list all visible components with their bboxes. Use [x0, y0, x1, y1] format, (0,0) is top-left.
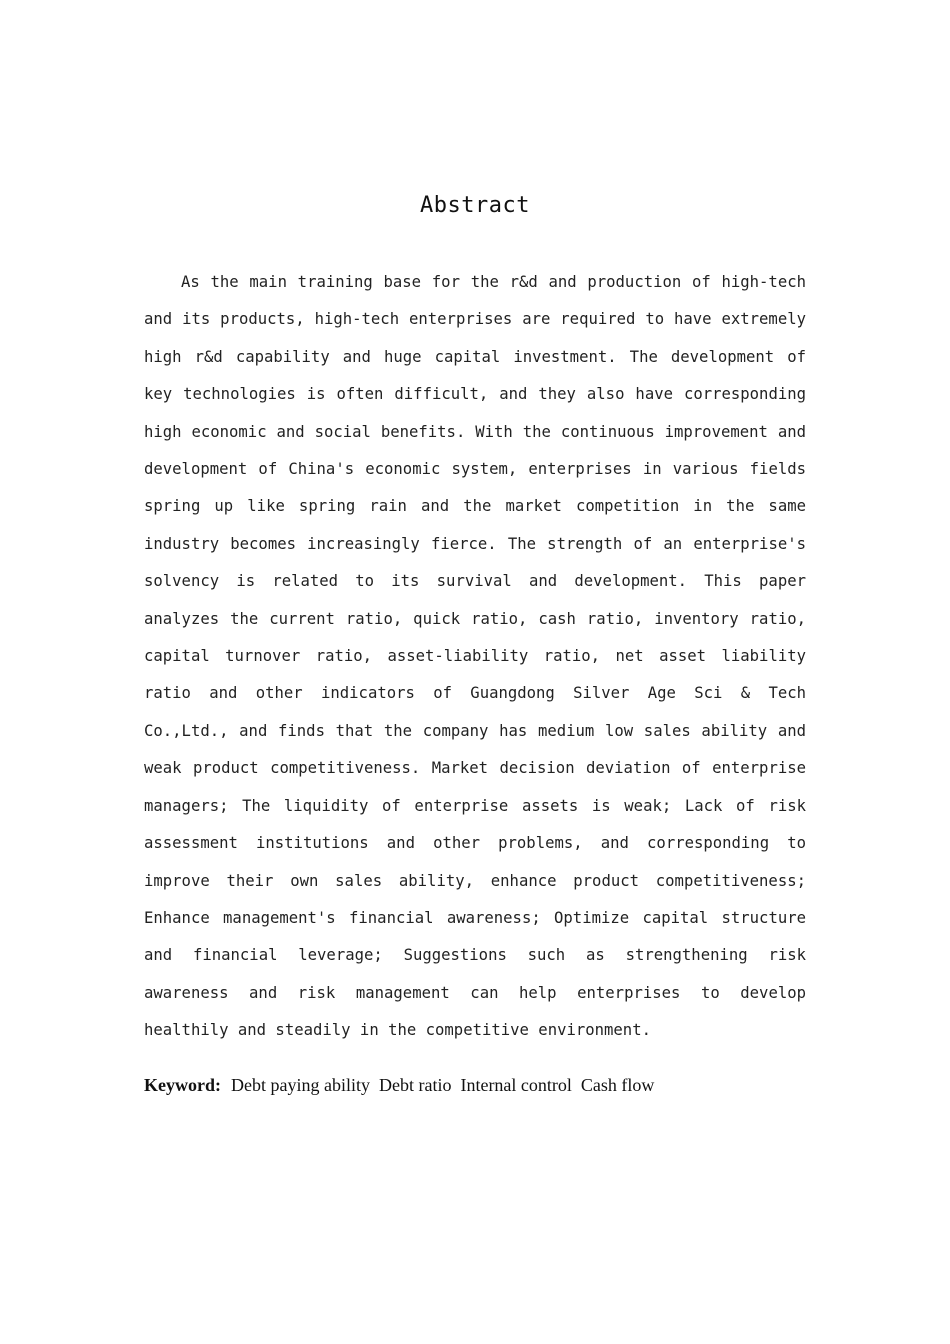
- abstract-title: Abstract: [420, 193, 530, 218]
- keywords-label: Keyword:: [144, 1075, 221, 1095]
- abstract-body: As the main training base for the r&d and production of high-tech and its products, high-tech enterprises are required to have extremely high r&d capability and huge capital investment. The development of key technologies is often difficult, and they also have corresponding high economic and social benefits. With the continuous improvement and development of China's economic system, enterprises in various fields spring up like spring rain and the market competition in the same industry becomes increasingly fierce. The strength of an enterprise's solvency is related to its survival and development. This paper analyzes the current ratio, quick ratio, cash ratio, inventory ratio, capital turnover ratio, asset-liability ratio, net asset liability ratio and other indicators of Guangdong Silver Age Sci & Tech Co.,Ltd., and finds that the company has medium low sales ability and weak product competitiveness. Market decision deviation of enterprise managers; The liquidity of enterprise assets is weak; Lack of risk assessment institutions and other problems, and corresponding to improve their own sales ability, enhance product competitiveness; Enhance management's financial awareness; Optimize capital structure and financial leverage; Suggestions such as strengthening risk awareness and risk management can help enterprises to develop healthily and steadily in the competitive environment.: [144, 273, 806, 1040]
- keyword-item: Cash flow: [580, 1075, 655, 1095]
- keyword-item: Internal control: [460, 1075, 572, 1095]
- keyword-item: Debt ratio: [378, 1075, 452, 1095]
- keyword-item: Debt paying ability: [230, 1075, 370, 1095]
- keywords-line: [144, 1075, 844, 1096]
